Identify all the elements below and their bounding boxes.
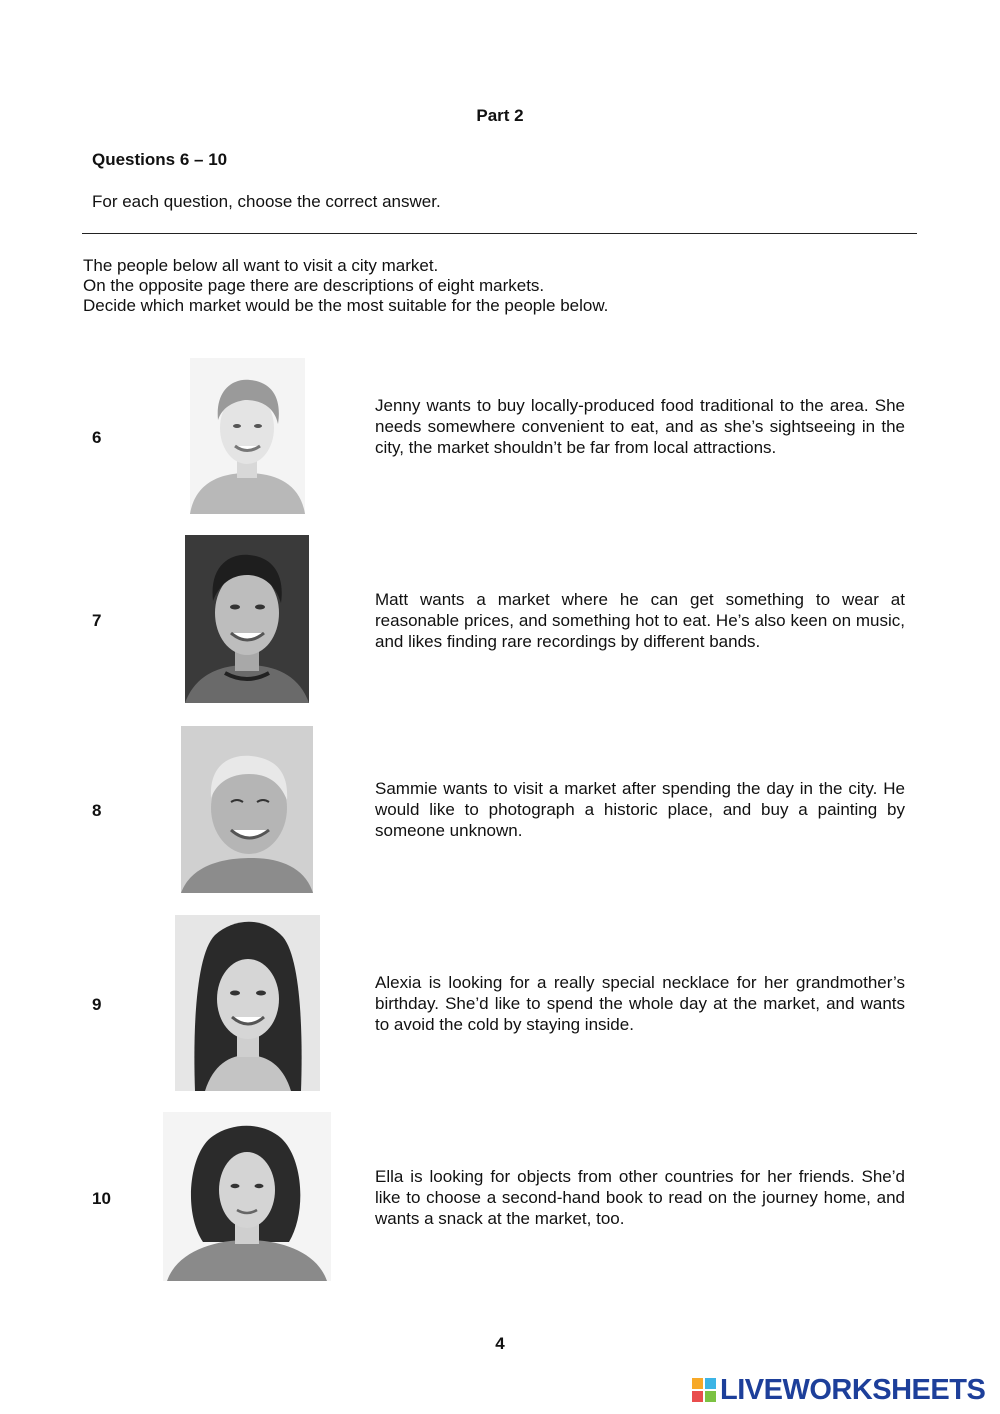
instruction-text: For each question, choose the correct answer. bbox=[92, 192, 441, 211]
part-title: Part 2 bbox=[476, 106, 524, 125]
question-number-9: 9 bbox=[92, 995, 102, 1014]
woman-short-hair-photo bbox=[190, 358, 305, 514]
question-10-description: Ella is looking for objects from other countries for her friends. She’d like to choose a second-hand book to read on the journey home, and wants a snack at the market, too. bbox=[375, 1167, 905, 1228]
question-7-description: Matt wants a market where he can get something to wear at reasonable prices, and something hot to eat. He’s also keen on music, and likes finding rare recordings by different bands. bbox=[375, 590, 905, 651]
question-number-7: 7 bbox=[92, 611, 102, 630]
young-woman-long-hair-photo bbox=[175, 915, 320, 1091]
question-9-description: Alexia is looking for a really special necklace for her grandmother’s birthday. She’d like to spend the whole day at the market, and wants to avoid the cold by staying inside. bbox=[375, 973, 905, 1034]
woman-curly-hair-photo bbox=[163, 1112, 331, 1281]
question-number-6: 6 bbox=[92, 428, 102, 447]
questions-heading: Questions 6 – 10 bbox=[92, 150, 228, 169]
brand-mark-icon bbox=[692, 1378, 716, 1402]
divider-line bbox=[82, 233, 917, 234]
intro-line-3: Decide which market would be the most suitable for the people below. bbox=[83, 296, 609, 315]
brand-name: LIVEWORKSHEETS bbox=[720, 1373, 986, 1406]
liveworksheets-logo bbox=[692, 1373, 985, 1407]
question-number-8: 8 bbox=[92, 801, 102, 820]
question-number-10: 10 bbox=[92, 1189, 111, 1208]
question-8-description: Sammie wants to visit a market after spending the day in the city. He would like to photograph a historic place, and buy a painting by someone unknown. bbox=[375, 779, 905, 840]
question-6-description: Jenny wants to buy locally-produced food traditional to the area. She needs somewhere convenient to eat, and as she’s sightseeing in the city, the market shouldn’t be far from local attractions. bbox=[375, 396, 905, 457]
intro-line-2: On the opposite page there are descriptions of eight markets. bbox=[83, 276, 545, 295]
page-number: 4 bbox=[495, 1334, 505, 1353]
intro-line-1: The people below all want to visit a city market. bbox=[83, 256, 439, 275]
older-man-smiling-photo bbox=[181, 726, 313, 893]
young-man-smiling-photo bbox=[185, 535, 309, 703]
